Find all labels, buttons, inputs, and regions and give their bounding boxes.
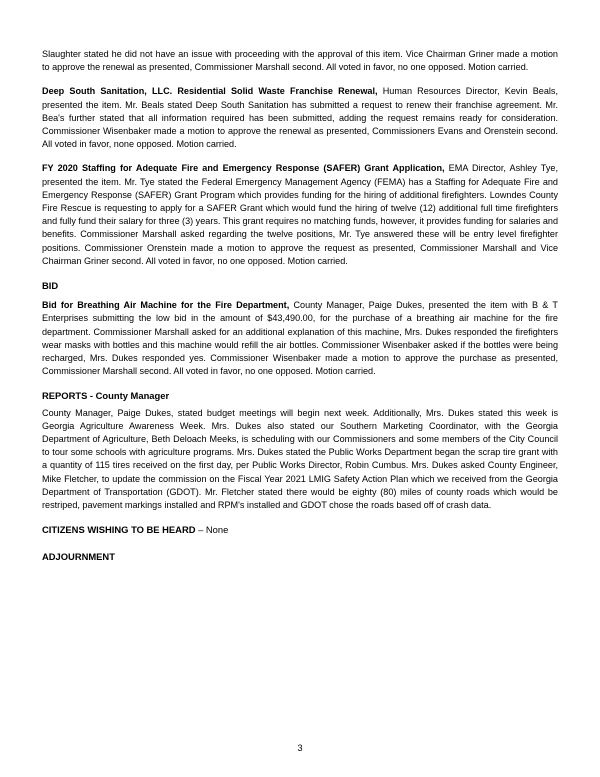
- paragraph-reports-body-text: County Manager, Paige Dukes, stated budget meetings will begin next week. Additionally, Mrs. Dukes stated this week is Georgia Agriculture Awareness Week. Mrs. Dukes also stated our Southern Marketing Coordinator, with the Georgia Department of Agriculture, Beth Deloach Meeks, is scheduling with our Commissioners and some members of the City Council to tour some schools with agriculture programs. Mrs. Dukes stated the Public Works Department began the scrap tire grant with a quantity of 115 tires received on the first day, per Public Works Director, Robin Cumbus. Mrs. Dukes asked County Engineer, Mike Fletcher, to update the commission on the Fiscal Year 2021 LMIG Safety Action Plan which we received from the Georgia Department of Transportation (GDOT). Mr. Fletcher stated there would be eighty (80) miles of county roads which would be restriped, pavement markings installed and RPM's installed and GDOT chose the roads based off of crash data.: [42, 407, 558, 511]
- paragraph-deep-south-sanitation-lead: Deep South Sanitation, LLC. Residential Solid Waste Franchise Renewal,: [42, 86, 378, 97]
- page-number: 3: [297, 743, 303, 753]
- paragraph-bid-breathing-air: [42, 299, 558, 378]
- paragraph-continuation: [42, 48, 558, 74]
- paragraph-safer-grant-text: EMA Director, Ashley Tye, presented the item. Mr. Tye stated the Federal Emergency Management Agency (FEMA) has a Staffing for Adequate Fire and Emergency Response (SAFER) Grant Program which provides funding for the hiring of additional firefighters. Lowndes County Fire Rescue is requesting to apply for a SAFER Grant which would fund the hiring of twelve (12) additional full time firefighters and fully fund their salary for three (3) years. This grant requires no matching funds, however, it provides funding for salaries and benefits. Commissioner Marshall asked regarding the twelve positions, Mr. Tye answered these will be entry level firefighter positions. Commissioner Orenstein made a motion to approve the request as presented, Commissioner Marshall and Vice Chairman Griner second. All voted in favor, no one opposed. Motion carried.: [42, 163, 558, 266]
- paragraph-deep-south-sanitation: [42, 85, 558, 151]
- section-heading-citizens: [42, 523, 558, 536]
- section-heading-citizens-label: CITIZENS WISHING TO BE HEARD: [42, 524, 196, 536]
- paragraph-safer-grant: [42, 162, 558, 268]
- paragraph-deep-south-sanitation-text: Human Resources Director, Kevin Beals, presented the item. Mr. Beals stated Deep South Sanitation has submitted a request to renew their franchise agreement. Mr. Bea's further stated that all information required has been submitted, adding the request remains ready for consideration. Commissioner Wisenbaker made a motion to approve the renewal as presented, Commissioners Evans and Orenstein second. All voted in favor, none opposed. Motion carried.: [42, 86, 558, 150]
- section-heading-citizens-value: – None: [195, 524, 229, 536]
- paragraph-bid-breathing-air-text: County Manager, Paige Dukes, presented the item with B & T Enterprises submitting the low bid in the amount of $43,490.00, for the purchase of a breathing air machine for the fire department. Commissioner Marshall asked for an additional explanation of this machine, Mrs. Dukes responded the firefighters wear masks with bottles and this machine would refill the air bottles. Commissioner Wisenbaker asked if the bottles were being recharged, Mrs. Dukes responded yes. Commissioner Wisenbaker made a motion to approve the purchase as presented, Commissioner Marshall second. All voted in favor, no one opposed. Motion carried.: [42, 300, 558, 377]
- section-heading-reports: REPORTS - County Manager: [42, 390, 170, 402]
- paragraph-bid-breathing-air-lead: Bid for Breathing Air Machine for the Fire Department,: [42, 300, 290, 311]
- section-heading-adjournment: ADJOURNMENT: [42, 550, 115, 562]
- paragraph-continuation-text: Slaughter stated he did not have an issue with proceeding with the approval of this item. Vice Chairman Griner made a motion to approve the renewal as presented, Commissioner Marshall second. All voted in favor, no one opposed. Motion carried.: [42, 49, 558, 73]
- paragraph-safer-grant-lead: FY 2020 Staffing for Adequate Fire and Emergency Response (SAFER) Grant Application,: [42, 163, 445, 174]
- paragraph-reports-body: [42, 407, 558, 513]
- section-heading-bid: BID: [42, 280, 59, 292]
